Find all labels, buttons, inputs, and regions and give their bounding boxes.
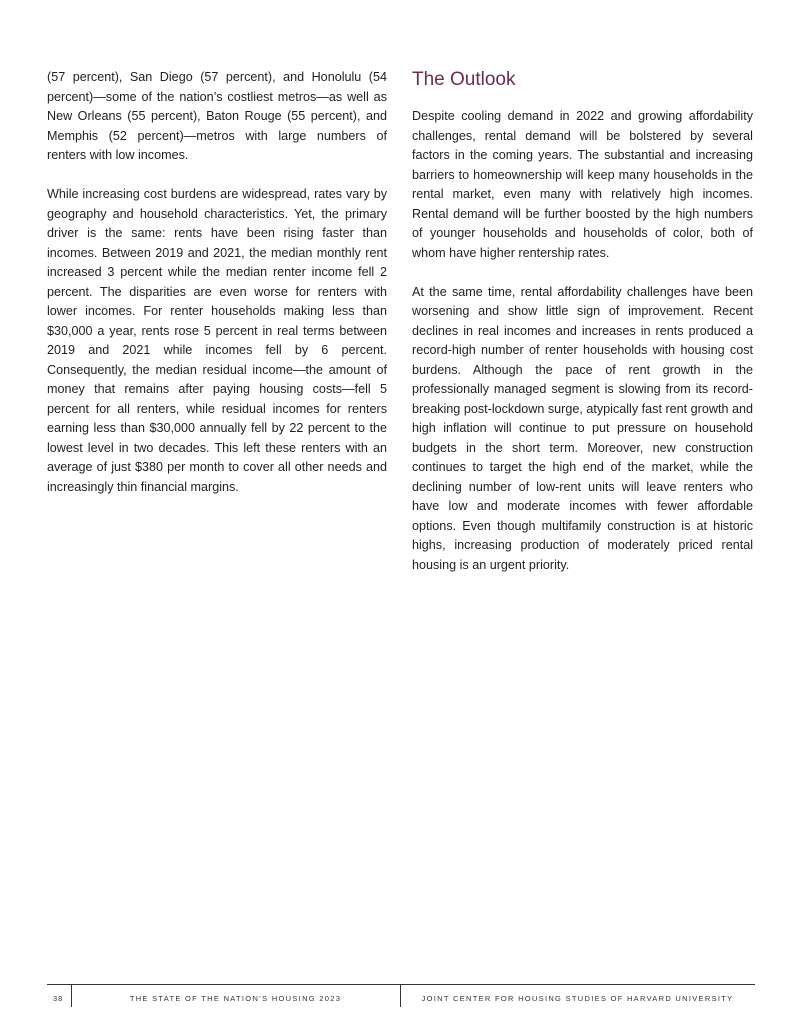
page-number: 38 bbox=[53, 994, 64, 1003]
page-footer bbox=[47, 984, 755, 1009]
body-paragraph: At the same time, rental affordability challenges have been worsening and show little sign of improvement. Recent declines in real incomes and increases in rents produced a record-high number of renter households with housing cost burdens. Although the pace of rent growth in the professionally managed segment is slowing from its record-breaking post-lockdown surge, atypically fast rent growth and high inflation will continue to put pressure on household budgets in the short term. Moreover, new construction continues to target the high end of the market, while the declining number of low-rent units will leave renters who have low and moderate incomes with fewer affordable options. Even though multifamily construction is at historic highs, increasing production of moderately priced rental housing is an urgent priority. bbox=[412, 284, 753, 572]
body-paragraph: Despite cooling demand in 2022 and growing affordability challenges, rental demand will be bolstered by several factors in the coming years. The substantial and increasing barriers to homeownership will keep many households in the rental market, even many with relatively high incomes. Rental demand will be further boosted by the high numbers of younger households and households of color, both of whom have higher rentership rates. bbox=[412, 109, 753, 260]
left-column bbox=[47, 68, 387, 517]
section-heading-outlook: The Outlook bbox=[412, 69, 516, 90]
organization-name: JOINT CENTER FOR HOUSING STUDIES OF HARVARD UNIVERSITY bbox=[421, 994, 734, 1003]
body-paragraph: (57 percent), San Diego (57 percent), and Honolulu (54 percent)—some of the nation’s costliest metros—as well as New Orleans (55 percent), Baton Rouge (55 percent), and Memphis (52 percent)—metros with large numbers of renters with low incomes. bbox=[47, 70, 387, 162]
right-column bbox=[412, 68, 753, 595]
publication-title: THE STATE OF THE NATION’S HOUSING 2023 bbox=[129, 994, 342, 1003]
body-paragraph: While increasing cost burdens are widespread, rates vary by geography and household characteristics. Yet, the primary driver is the same: rents have been rising faster than incomes. Between 2019 and 2021, the median monthly rent increased 3 percent while the median renter income fell 2 percent. The disparities are even worse for renters with lower incomes. For renter households making less than $30,000 a year, rents rose 5 percent in real terms between 2019 and 2021 while incomes fell by 6 percent. Consequently, the median residual income—the amount of money that remains after paying housing costs—fell 5 percent for all renters, while residual incomes for renters earning less than $30,000 annually fell by 22 percent to the lowest level in two decades. This left these renters with an average of just $380 per month to cover all other needs and increasingly thin financial margins. bbox=[47, 187, 387, 494]
